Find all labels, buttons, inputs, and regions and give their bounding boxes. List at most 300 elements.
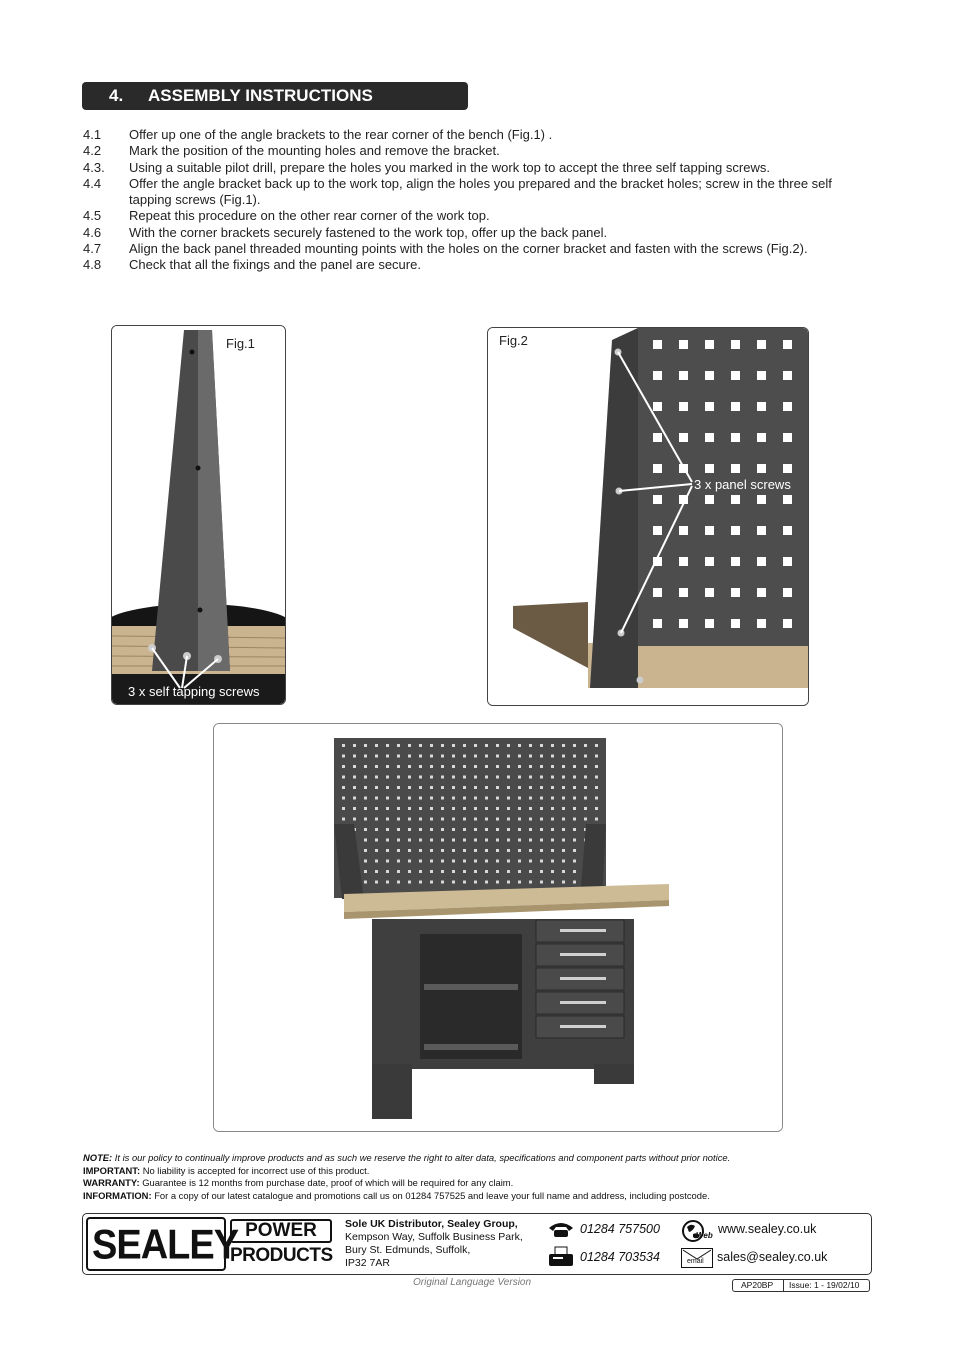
pegboard-hole xyxy=(562,828,565,831)
pegboard-hole xyxy=(353,776,356,779)
pegboard-hole xyxy=(474,860,477,863)
products-logo xyxy=(230,1245,332,1269)
figure-1 xyxy=(111,325,286,705)
products-logo-text: PRODUCTS xyxy=(230,1245,333,1266)
pegboard-hole xyxy=(386,807,389,810)
pegboard-hole xyxy=(496,786,499,789)
pegboard-hole xyxy=(474,765,477,768)
pegboard-hole xyxy=(386,755,389,758)
pegboard-hole xyxy=(518,828,521,831)
pegboard-hole xyxy=(364,828,367,831)
pegboard-hole xyxy=(397,786,400,789)
pegboard-hole xyxy=(485,797,488,800)
pegboard-hole xyxy=(485,755,488,758)
pegboard-hole xyxy=(386,870,389,873)
pegboard-hole xyxy=(562,797,565,800)
pegboard-hole xyxy=(375,818,378,821)
pegboard-hole xyxy=(441,870,444,873)
pegboard-hole xyxy=(731,588,740,597)
pegboard-hole xyxy=(573,776,576,779)
pegboard-hole xyxy=(474,807,477,810)
pegboard-hole xyxy=(408,839,411,842)
workbench-illustration xyxy=(214,724,782,1131)
step-text: Mark the position of the mounting holes and remove the bracket. xyxy=(129,143,500,159)
pegboard-hole xyxy=(474,839,477,842)
pegboard-hole xyxy=(375,744,378,747)
pegboard-hole xyxy=(441,744,444,747)
pegboard-hole xyxy=(705,340,714,349)
pegboard-hole xyxy=(705,402,714,411)
pegboard-hole xyxy=(529,797,532,800)
pegboard-hole xyxy=(653,340,662,349)
pegboard-hole xyxy=(783,371,792,380)
pegboard-hole xyxy=(364,818,367,821)
pegboard-hole xyxy=(441,797,444,800)
pegboard-hole xyxy=(430,849,433,852)
pegboard-hole xyxy=(731,402,740,411)
pegboard-hole xyxy=(430,755,433,758)
pegboard-hole xyxy=(551,765,554,768)
pegboard-hole xyxy=(463,776,466,779)
pegboard-hole xyxy=(474,786,477,789)
pegboard-hole xyxy=(507,765,510,768)
pegboard-hole xyxy=(679,588,688,597)
step-item xyxy=(83,241,873,257)
pegboard-hole xyxy=(430,786,433,789)
pegboard-hole xyxy=(463,755,466,758)
pegboard-hole xyxy=(397,765,400,768)
pegboard-hole xyxy=(584,776,587,779)
email-link[interactable]: sales@sealey.co.uk xyxy=(717,1250,828,1264)
pegboard-hole xyxy=(507,797,510,800)
pegboard-hole xyxy=(375,776,378,779)
pegboard-hole xyxy=(408,828,411,831)
pegboard-hole xyxy=(584,744,587,747)
section-header xyxy=(82,82,468,110)
pegboard-hole xyxy=(408,807,411,810)
pegboard-hole xyxy=(518,786,521,789)
pegboard-hole xyxy=(419,786,422,789)
pegboard-hole xyxy=(408,870,411,873)
pegboard-hole xyxy=(562,870,565,873)
pegboard-hole xyxy=(397,881,400,884)
pegboard-hole xyxy=(679,526,688,535)
pegboard-hole xyxy=(386,797,389,800)
pegboard-hole xyxy=(507,860,510,863)
pegboard-hole xyxy=(573,818,576,821)
pegboard-hole xyxy=(474,818,477,821)
pegboard-hole xyxy=(375,786,378,789)
pegboard-hole xyxy=(653,464,662,473)
pegboard-hole xyxy=(518,849,521,852)
pegboard-hole xyxy=(573,755,576,758)
pegboard-hole xyxy=(408,797,411,800)
pegboard-hole xyxy=(375,860,378,863)
pegboard-hole xyxy=(419,828,422,831)
issue-date: Issue: 1 - 19/02/10 xyxy=(789,1280,860,1290)
pegboard-hole xyxy=(653,402,662,411)
pegboard-hole xyxy=(441,881,444,884)
pegboard-hole xyxy=(342,765,345,768)
pegboard-hole xyxy=(485,807,488,810)
pegboard-hole xyxy=(463,818,466,821)
pegboard-hole xyxy=(397,818,400,821)
step-item xyxy=(83,160,873,176)
pegboard-hole xyxy=(540,755,543,758)
pegboard-hole xyxy=(452,818,455,821)
pegboard-hole xyxy=(573,744,576,747)
pegboard-hole xyxy=(419,881,422,884)
pegboard-hole xyxy=(679,557,688,566)
pegboard-hole xyxy=(364,881,367,884)
pegboard-hole xyxy=(757,495,766,504)
pegboard-hole xyxy=(496,839,499,842)
pegboard-hole xyxy=(430,828,433,831)
pegboard-hole xyxy=(540,818,543,821)
pegboard-hole xyxy=(507,776,510,779)
pegboard-hole xyxy=(584,765,587,768)
pegboard-hole xyxy=(540,839,543,842)
pegboard-hole xyxy=(529,807,532,810)
pegboard-hole xyxy=(397,839,400,842)
pegboard-hole xyxy=(485,839,488,842)
pegboard-hole xyxy=(562,776,565,779)
pegboard-hole xyxy=(408,818,411,821)
pegboard-hole xyxy=(397,776,400,779)
pegboard-hole xyxy=(731,464,740,473)
pegboard-hole xyxy=(375,839,378,842)
pegboard-hole xyxy=(452,849,455,852)
pegboard-hole xyxy=(551,818,554,821)
pegboard-hole xyxy=(595,776,598,779)
pegboard-hole xyxy=(562,860,565,863)
pegboard-hole xyxy=(653,433,662,442)
pegboard-hole xyxy=(386,828,389,831)
pegboard-hole xyxy=(452,797,455,800)
pegboard-hole xyxy=(496,797,499,800)
pegboard-hole xyxy=(705,464,714,473)
information-line xyxy=(83,1190,883,1203)
pegboard-hole xyxy=(496,881,499,884)
telephone-icon xyxy=(547,1220,575,1238)
pegboard-hole xyxy=(496,755,499,758)
pegboard-hole xyxy=(507,839,510,842)
pegboard-hole xyxy=(731,433,740,442)
pegboard-hole xyxy=(452,860,455,863)
pegboard-hole xyxy=(397,755,400,758)
fig1-bracket-illustration xyxy=(112,326,285,704)
power-logo xyxy=(230,1219,332,1243)
pegboard-hole xyxy=(441,839,444,842)
pegboard-hole xyxy=(705,371,714,380)
pegboard-hole xyxy=(540,786,543,789)
pegboard-hole xyxy=(518,839,521,842)
pegboard-hole xyxy=(540,860,543,863)
pegboard-hole xyxy=(573,797,576,800)
pegboard-hole xyxy=(573,870,576,873)
pegboard-hole xyxy=(496,765,499,768)
pegboard-hole xyxy=(485,860,488,863)
step-text: With the corner brackets securely fastened to the work top, offer up the back panel. xyxy=(129,224,608,240)
email-icon-label: email xyxy=(687,1258,704,1265)
pegboard-hole xyxy=(375,797,378,800)
pegboard-hole xyxy=(463,786,466,789)
step-number: 4.3. xyxy=(83,159,105,175)
important-text: No liability is accepted for incorrect use of this product. xyxy=(142,1164,370,1176)
pegboard-hole xyxy=(386,849,389,852)
pegboard-hole xyxy=(573,765,576,768)
pegboard-hole xyxy=(397,744,400,747)
pegboard-hole xyxy=(518,765,521,768)
pegboard-hole xyxy=(485,881,488,884)
pegboard-hole xyxy=(408,744,411,747)
pegboard-hole xyxy=(783,433,792,442)
pegboard-hole xyxy=(441,765,444,768)
important-line xyxy=(83,1165,883,1178)
pegboard-hole xyxy=(485,744,488,747)
pegboard-hole xyxy=(485,849,488,852)
pegboard-hole xyxy=(540,881,543,884)
pegboard-hole xyxy=(529,839,532,842)
pegboard-hole xyxy=(783,495,792,504)
pegboard-hole xyxy=(375,807,378,810)
pegboard-hole xyxy=(463,744,466,747)
pegboard-hole xyxy=(397,860,400,863)
pegboard-hole xyxy=(364,786,367,789)
pegboard-hole xyxy=(529,755,532,758)
fig1-callout: 3 x self tapping screws xyxy=(128,684,260,699)
pegboard-hole xyxy=(757,619,766,628)
pegboard-hole xyxy=(551,786,554,789)
pegboard-hole xyxy=(595,818,598,821)
address-line: Kempson Way, Suffolk Business Park, xyxy=(345,1231,523,1243)
pegboard-hole xyxy=(584,755,587,758)
pegboard-hole xyxy=(783,340,792,349)
docref-divider xyxy=(783,1280,784,1291)
pegboard-hole xyxy=(507,870,510,873)
pegboard-hole xyxy=(551,828,554,831)
pegboard-hole xyxy=(529,744,532,747)
pegboard-hole xyxy=(342,818,345,821)
pegboard-hole xyxy=(430,839,433,842)
pegboard-hole xyxy=(757,340,766,349)
pegboard-hole xyxy=(562,839,565,842)
pegboard-hole xyxy=(731,557,740,566)
address-line: Bury St. Edmunds, Suffolk, xyxy=(345,1244,471,1256)
pegboard-hole xyxy=(705,433,714,442)
pegboard-hole xyxy=(551,881,554,884)
pegboard-hole xyxy=(783,402,792,411)
step-item xyxy=(83,127,873,143)
pegboard-hole xyxy=(551,797,554,800)
pegboard-hole xyxy=(529,786,532,789)
pegboard-hole xyxy=(507,744,510,747)
pegboard-hole xyxy=(463,860,466,863)
pegboard-hole xyxy=(757,371,766,380)
pegboard-hole xyxy=(679,340,688,349)
pegboard-hole xyxy=(518,818,521,821)
pegboard-hole xyxy=(757,464,766,473)
pegboard-hole xyxy=(731,340,740,349)
distributor-name: Sole UK Distributor, Sealey Group, xyxy=(345,1218,518,1230)
pegboard-hole xyxy=(518,860,521,863)
pegboard-hole xyxy=(540,797,543,800)
pegboard-hole xyxy=(540,776,543,779)
pegboard-hole xyxy=(529,860,532,863)
pegboard-hole xyxy=(518,870,521,873)
pegboard-hole xyxy=(584,797,587,800)
pegboard-hole xyxy=(529,828,532,831)
pegboard-hole xyxy=(430,881,433,884)
pegboard-hole xyxy=(375,849,378,852)
pegboard-hole xyxy=(529,870,532,873)
pegboard-hole xyxy=(573,828,576,831)
warranty-text: Guarantee is 12 months from purchase date, proof of which will be required for any claim. xyxy=(142,1177,514,1188)
pegboard-hole xyxy=(353,818,356,821)
pegboard-hole xyxy=(419,776,422,779)
pegboard-hole xyxy=(419,797,422,800)
pegboard-hole xyxy=(353,807,356,810)
sealey-logo xyxy=(86,1217,239,1271)
pegboard-hole xyxy=(397,870,400,873)
pegboard-hole xyxy=(353,744,356,747)
pegboard-hole xyxy=(562,755,565,758)
pegboard-hole xyxy=(757,557,766,566)
pegboard-hole xyxy=(452,807,455,810)
pegboard-hole xyxy=(679,619,688,628)
phone-number[interactable]: 01284 757500 xyxy=(580,1222,660,1236)
pegboard-hole xyxy=(386,860,389,863)
pegboard-hole xyxy=(452,755,455,758)
pegboard-hole xyxy=(705,526,714,535)
fax-icon xyxy=(547,1246,575,1268)
pegboard-hole xyxy=(419,744,422,747)
pegboard-hole xyxy=(573,849,576,852)
pegboard-hole xyxy=(408,786,411,789)
pegboard-hole xyxy=(408,776,411,779)
pegboard-hole xyxy=(485,870,488,873)
pegboard-hole xyxy=(452,765,455,768)
pegboard-hole xyxy=(562,818,565,821)
pegboard-hole xyxy=(573,860,576,863)
power-logo-text: POWER xyxy=(245,1220,317,1241)
pegboard-hole xyxy=(705,495,714,504)
pegboard-hole xyxy=(551,755,554,758)
pegboard-hole xyxy=(463,765,466,768)
pegboard-hole xyxy=(452,839,455,842)
pegboard-hole xyxy=(386,839,389,842)
pegboard-hole xyxy=(375,828,378,831)
step-number: 4.7 xyxy=(83,241,102,257)
pegboard-hole xyxy=(551,849,554,852)
pegboard-hole xyxy=(540,849,543,852)
pegboard-hole xyxy=(386,786,389,789)
pegboard-hole xyxy=(529,881,532,884)
pegboard-hole xyxy=(463,797,466,800)
pegboard-hole xyxy=(364,807,367,810)
pegboard-hole xyxy=(595,797,598,800)
pegboard-hole xyxy=(705,557,714,566)
pegboard-hole xyxy=(342,744,345,747)
sealey-logo-text: SEALEY xyxy=(92,1222,239,1269)
pegboard-hole xyxy=(452,776,455,779)
pegboard-hole xyxy=(485,818,488,821)
address-line: IP32 7AR xyxy=(345,1257,390,1269)
pegboard-hole xyxy=(364,744,367,747)
pegboard-hole xyxy=(562,786,565,789)
pegboard-hole xyxy=(573,786,576,789)
pegboard-hole xyxy=(452,881,455,884)
web-icon-label: Web xyxy=(696,1231,713,1240)
pegboard-hole xyxy=(441,818,444,821)
pegboard-hole xyxy=(540,765,543,768)
pegboard-hole xyxy=(441,776,444,779)
pegboard-hole xyxy=(386,818,389,821)
pegboard-hole xyxy=(562,744,565,747)
pegboard-hole xyxy=(474,744,477,747)
pegboard-hole xyxy=(595,807,598,810)
pegboard-hole xyxy=(364,839,367,842)
pegboard-hole xyxy=(342,755,345,758)
pegboard-hole xyxy=(496,828,499,831)
pegboard-hole xyxy=(342,807,345,810)
pegboard-hole xyxy=(397,807,400,810)
pegboard-hole xyxy=(496,818,499,821)
pegboard-hole xyxy=(441,786,444,789)
company-footer xyxy=(82,1213,872,1275)
email-icon xyxy=(681,1248,713,1268)
pegboard-hole xyxy=(397,797,400,800)
pegboard-hole xyxy=(653,619,662,628)
pegboard-hole xyxy=(496,744,499,747)
model-code: AP20BP xyxy=(741,1280,774,1290)
pegboard-hole xyxy=(529,765,532,768)
legal-notes xyxy=(83,1152,883,1202)
pegboard-hole xyxy=(653,495,662,504)
step-number: 4.4 xyxy=(83,175,102,191)
pegboard-hole xyxy=(529,776,532,779)
pegboard-hole xyxy=(386,765,389,768)
pegboard-hole xyxy=(419,849,422,852)
pegboard-hole xyxy=(653,526,662,535)
fax-number[interactable]: 01284 703534 xyxy=(580,1250,660,1264)
pegboard-hole xyxy=(705,619,714,628)
pegboard-hole xyxy=(679,433,688,442)
pegboard-hole xyxy=(463,839,466,842)
document-reference xyxy=(732,1279,870,1292)
website-link[interactable]: www.sealey.co.uk xyxy=(718,1222,817,1236)
step-number: 4.2 xyxy=(83,143,102,159)
pegboard-hole xyxy=(783,619,792,628)
pegboard-hole xyxy=(430,860,433,863)
pegboard-hole xyxy=(595,765,598,768)
pegboard-hole xyxy=(562,881,565,884)
pegboard-hole xyxy=(518,755,521,758)
warranty-line xyxy=(83,1177,883,1190)
pegboard-hole xyxy=(757,402,766,411)
pegboard-hole xyxy=(474,797,477,800)
fig2-label: Fig.2 xyxy=(499,333,528,348)
step-item xyxy=(83,176,873,209)
pegboard-hole xyxy=(463,870,466,873)
pegboard-hole xyxy=(595,786,598,789)
pegboard-hole xyxy=(441,828,444,831)
pegboard-hole xyxy=(679,371,688,380)
pegboard-hole xyxy=(463,828,466,831)
pegboard-hole xyxy=(408,881,411,884)
pegboard-hole xyxy=(408,849,411,852)
figure-2 xyxy=(487,327,809,706)
